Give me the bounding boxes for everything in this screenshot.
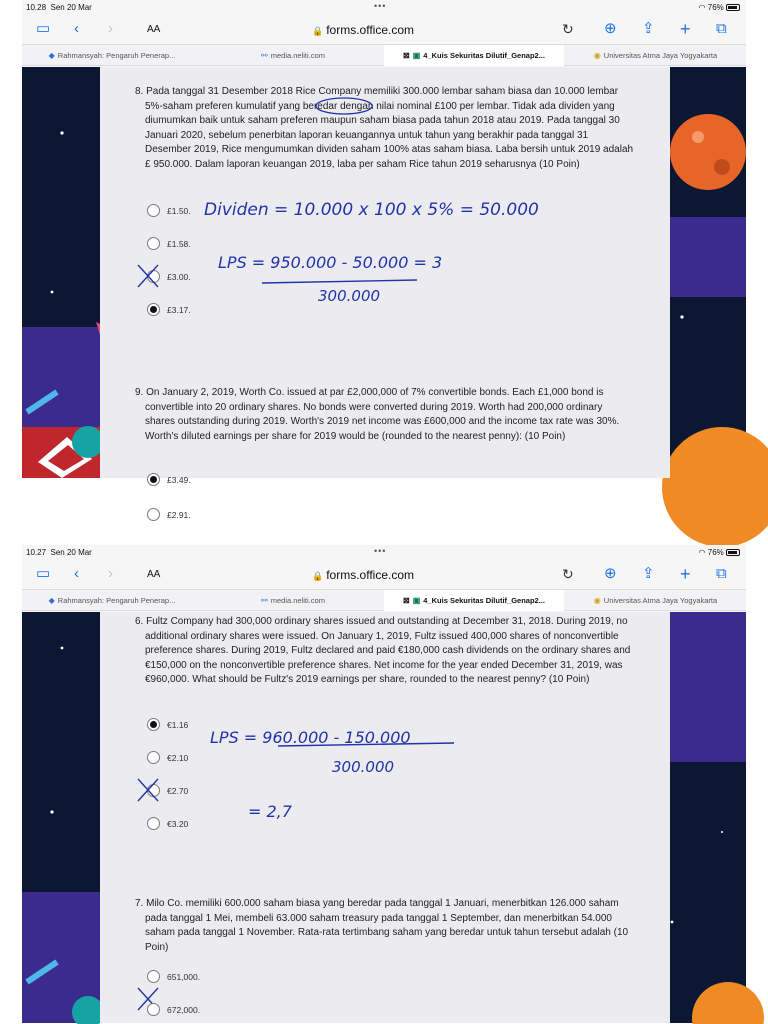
tabs-overview-icon[interactable]: ⧉ (716, 20, 727, 37)
tab-bar (22, 589, 746, 611)
close-tab-icon: ⊠ (403, 51, 410, 60)
form-page: 6. Fultz Company had 300,000 ordinary shares issued and outstanding at December 31, 2018. During 2019, no additional ordinary shares were issued. On January 1, 2019, Fultz issued 400,000 shares of nonconvertible preference shares. During 2019, Fultz declared and paid €180,000 cash dividends on the ordinary shares and €150,000 on the nonconvertible preference shares. Net income for the year ended December 31, 2019, was €960,000. What should be Fultz's 2019 earnings per share, rounded to the nearest penny? (10 Poin) €1.16 €2.10 €2.70 €3.20 LPS = 960.000 - 150.000 300.000 = 2,7 7. Milo Co. memiliki 600.000 saham biasa yang beredar pada tanggal 1 Januari, menerbitkan 126.000 saham pada tanggal 1 Mei, membeli 63.000 saham treasury pada tanggal 1 September, dan menerbitkan 54.000 saham pada tanggal 1 November. Rata-rata tertimbang saham yang beredar untuk tahun tersebut adalah (10 Poin) 651,000. 672,000. (22, 612, 746, 1023)
tab-rahmansyah[interactable]: ◆ Rahmansyah: Pengaruh Penerap... (48, 596, 176, 605)
share-icon[interactable]: ⇪ (642, 565, 655, 582)
tab-kuis[interactable]: ⊠ ▣ 4_Kuis Sekuritas Dilutif_Genap2... (384, 590, 564, 611)
download-icon[interactable]: ⊕ (604, 20, 617, 37)
form-page: 8. Pada tanggal 31 Desember 2018 Rice Company memiliki 300.000 lembar saham biasa dan 10.000 lembar 5%-saham preferen kumulatif yang beredar dengan nilai nominal £100 per lembar. Tidak ada dividen yang diumumkan baik untuk saham preferen maupun saham biasa pada tahun 2018 atau 2019. Pada tanggal 30 Januari 2020, sebelum penerbitan laporan keuangannya untuk tahun yang berakhir pada tanggal 31 Desember 2019, Rice mengumumkan dividen saham 100% atas saham biasa. Laba bersih untuk 2019 adalah £ 950.000. Dalam laporan keuangan 2019, laba per saham Rice tahun 2019 seharusnya (10 Poin) £1.50. £1.58. £3.00. £3.17. Dividen = 10.000 x 100 x 5% = 50.000 LPS = 950.000 - 50.000 = 3 300.000 9. On January 2, 2019, Worth Co. issued at par £2,000,000 of 7% convertible bonds. Each £1,000 bond is convertible into 20 ordinary shares. No bonds were converted during 2019. Worth had 200,000 ordinary shares outstanding during 2019. Worth's 2019 net income was £600,000 and the income tax rate was 30%. Worth's diluted earnings per share for 2019 would be (rounded to the nearest penny): (10 Poin) £3.49. (22, 67, 746, 478)
reload-icon[interactable]: ↻ (562, 566, 574, 582)
share-icon[interactable]: ⇪ (642, 20, 655, 37)
sidebar-icon[interactable]: ▭ (36, 565, 51, 582)
multitask-dots[interactable]: ••• (374, 1, 387, 11)
reader-aa-button[interactable]: AA (147, 569, 161, 580)
status-bar (22, 545, 746, 559)
handwritten-lps-note: LPS = 950.000 - 50.000 = 3 (218, 253, 443, 272)
download-icon[interactable]: ⊕ (604, 565, 617, 582)
status-time: 10.28 Sen 20 Mar (26, 3, 92, 12)
reload-icon[interactable]: ↻ (562, 21, 574, 37)
battery-indicator: ◠ 76% (699, 548, 740, 557)
screenshot-top (22, 0, 746, 485)
battery-indicator: ◠ 76% (699, 3, 740, 12)
handwriting-marks (22, 612, 746, 1023)
browser-toolbar (22, 14, 746, 44)
handwritten-result: = 2,7 (248, 802, 292, 821)
address-bar[interactable]: 🔒 forms.office.com (312, 568, 415, 582)
sidebar-icon[interactable]: ▭ (36, 20, 51, 37)
reader-aa-button[interactable]: AA (147, 24, 161, 35)
question-9-text: 9. On January 2, 2019, Worth Co. issued at par £2,000,000 of 7% convertible bonds. Each £1,000 bond is convertible into 20 ordinary shares. No bonds were converted during 2019. Worth had 200,000 ordinary shares outstanding during 2019. Worth's 2019 net income was £600,000 and the income tax rate was 30%. Worth's diluted earnings per share for 2019 would be (rounded to the nearest penny): (10 Poin) (135, 387, 620, 442)
tab-rahmansyah[interactable]: ◆ Rahmansyah: Pengaruh Penerap... (48, 51, 176, 60)
handwritten-denominator: 300.000 (332, 758, 395, 776)
close-tab-icon: ⊠ (403, 596, 410, 605)
tab-media-neliti[interactable]: ⚯ media.neliti.com (261, 51, 325, 60)
wifi-icon: ◠ (698, 548, 706, 557)
question-6-text: 6. Fultz Company had 300,000 ordinary shares issued and outstanding at December 31, 2018. During 2019, no additional ordinary shares were issued. On January 1, 2019, Fultz issued 400,000 shares of nonconvertible preference shares. During 2019, Fultz declared and paid €180,000 cash dividends on the ordinary shares and €150,000 on the nonconvertible preference shares. Net income for the year ended December 31, 2019, was €960,000. What should be Fultz's 2019 earnings per share, rounded to the nearest penny? (10 Poin) (135, 616, 631, 685)
radio-button[interactable] (147, 1003, 160, 1016)
question-8-text: 8. Pada tanggal 31 Desember 2018 Rice Company memiliki 300.000 lembar saham biasa dan 10.000 lembar 5%-saham preferen kumulatif yang beredar dengan nilai nominal £100 per lembar. Tidak ada dividen yang diumumkan baik untuk saham preferen maupun saham biasa pada tahun 2018 atau 2019. Pada tanggal 30 Januari 2020, sebelum penerbitan laporan keuangannya untuk tahun yang berakhir pada tanggal 31 Desember 2019, Rice mengumumkan dividen saham 100% atas saham biasa. Laba bersih untuk 2019 adalah £ 950.000. Dalam laporan keuangan 2019, laba per saham Rice tahun 2019 seharusnya (10 Poin) (135, 86, 634, 170)
forward-icon[interactable]: › (108, 20, 113, 37)
wifi-icon: ◠ (698, 3, 706, 12)
handwritten-lps-note: LPS = 960.000 - 150.000 (210, 728, 411, 747)
radio-button[interactable] (147, 970, 160, 983)
tabs-overview-icon[interactable]: ⧉ (716, 565, 727, 582)
handwritten-denominator: 300.000 (318, 287, 381, 305)
tab-bar (22, 44, 746, 66)
lock-icon: 🔒 (312, 26, 324, 36)
back-icon[interactable]: ‹ (74, 565, 79, 582)
new-tab-icon[interactable]: + (680, 19, 691, 39)
back-icon[interactable]: ‹ (74, 20, 79, 37)
question-7-text: 7. Milo Co. memiliki 600.000 saham biasa yang beredar pada tanggal 1 Januari, menerbitkan 126.000 saham pada tanggal 1 Mei, membeli 63.000 saham treasury pada tanggal 1 September, dan menerbitkan 54.000 saham pada tanggal 1 November. Rata-rata tertimbang saham yang beredar untuk tahun tersebut adalah (10 Poin) (135, 898, 629, 953)
handwritten-dividend-note: Dividen = 10.000 x 100 x 5% = 50.000 (204, 200, 539, 220)
status-time: 10.27 Sen 20 Mar (26, 548, 92, 557)
lock-icon: 🔒 (312, 571, 324, 581)
multitask-dots[interactable]: ••• (374, 546, 387, 556)
address-bar[interactable]: 🔒 forms.office.com (312, 23, 415, 37)
forward-icon[interactable]: › (108, 565, 113, 582)
radio-button[interactable] (147, 508, 160, 521)
radio-button-selected[interactable] (147, 473, 160, 486)
tab-media-neliti[interactable]: ⚯ media.neliti.com (261, 596, 325, 605)
tab-atma-jaya[interactable]: ◉ Universitas Atma Jaya Yogyakarta (593, 51, 718, 60)
new-tab-icon[interactable]: + (680, 564, 691, 584)
tab-atma-jaya[interactable]: ◉ Universitas Atma Jaya Yogyakarta (593, 596, 718, 605)
status-bar (22, 0, 746, 14)
tab-kuis[interactable]: ⊠ ▣ 4_Kuis Sekuritas Dilutif_Genap2... (384, 45, 564, 66)
screenshot-bottom (22, 545, 746, 1023)
browser-toolbar (22, 559, 746, 589)
